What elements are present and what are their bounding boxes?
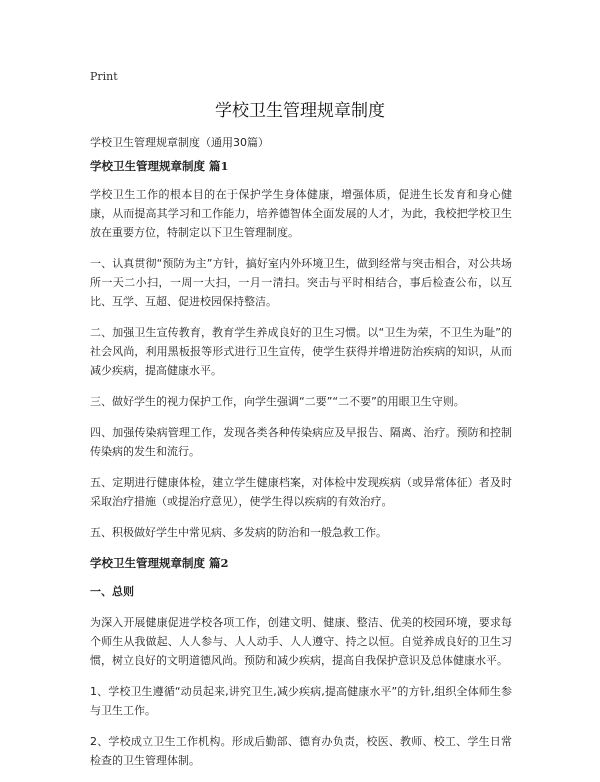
document-subtitle: 学校卫生管理规章制度（通用30篇）: [90, 136, 269, 149]
section-heading-1: 学校卫生管理规章制度 篇1: [90, 159, 229, 173]
paragraph: 2、学校成立卫生工作机构。形成后勤部、德育办负责，校医、教师、校工、学生日常检查的卫生管理体制。: [90, 735, 512, 767]
paragraph: 五、定期进行健康体检，建立学生健康档案，对体检中发现疾病（或异常体征）者及时采取治疗措施（或提治疗意见），使学生得以疾病的有效治疗。: [90, 476, 512, 508]
paragraph: 三、做好学生的视力保护工作，向学生强调“二要”“二不要”的用眼卫生守则。: [90, 395, 465, 408]
paragraph: 一、认真贯彻“预防为主”方针，搞好室内外环境卫生，做到经常与突击相合，对公共场所一天二小扫，一周一大扫，一月一清扫。突击与平时相结合，事后检查公布，以互比、互学、互超、促进校园保持整洁。: [90, 257, 512, 308]
paragraph: 五、积极做好学生中常见病、多发病的防治和一般急救工作。: [90, 526, 387, 539]
paragraph: 学校卫生工作的根本目的在于保护学生身体健康，增强体质，促进生长发育和身心健康，从而提高其学习和工作能力，培养德智体全面发展的人才，为此，我校把学校卫生放在重要方位，特制定以下卫生管理制度。: [90, 188, 512, 239]
paragraph: 为深入开展健康促进学校各项工作，创建文明、健康、整洁、优美的校园环境，要求每个师生从我做起、人人参与、人人动手、人人遵守、持之以恒。自觉养成良好的卫生习惯，树立良好的文明道德风尚。预防和减少疾病，提高自我保护意识及总体健康水平。: [90, 616, 512, 667]
paragraph: 二、加强卫生宣传教育，教育学生养成良好的卫生习惯。以“卫生为荣，不卫生为耻”的社会风尚，利用黑板报等形式进行卫生宣传，使学生获得并增进防治疾病的知识，从而减少疾病，提高健康水平。: [90, 326, 512, 377]
page-title: 学校卫生管理规章制度: [215, 101, 385, 121]
subsection-heading: 一、总则: [90, 585, 134, 598]
section-heading-2: 学校卫生管理规章制度 篇2: [90, 556, 229, 570]
paragraph: 四、加强传染病管理工作，发现各类各种传染病应及早报告、隔离、治疗。预防和控制传染病的发生和流行。: [90, 426, 512, 458]
print-link[interactable]: Print: [90, 70, 118, 83]
document-body: [90, 133, 512, 782]
paragraph: 1、学校卫生遵循“动员起来,讲究卫生,减少疾病,提高健康水平”的方针,组织全体师生参与卫生工作。: [90, 685, 512, 717]
